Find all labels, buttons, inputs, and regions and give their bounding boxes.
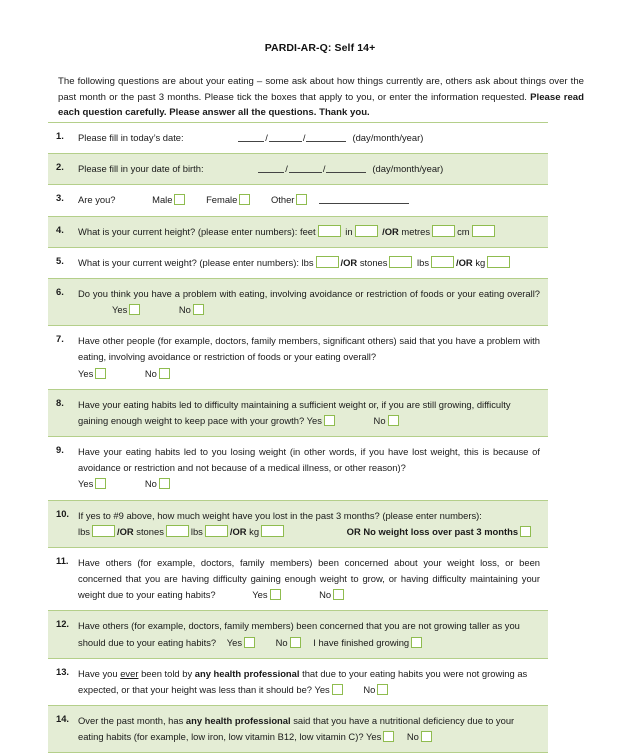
label-kg-loss: kg [249,525,260,537]
month-blank-1[interactable] [269,132,302,142]
label-no-11: No [319,589,332,601]
other-text-blank[interactable] [319,194,409,204]
question-row-11 [48,547,548,611]
label-male: Male [152,194,173,206]
label-no-13: No [363,683,376,695]
label-yes-11: Yes [252,589,268,601]
question-body-12 [78,611,548,658]
question-text-13c: that due to your eating habits you were not growing as expected, or that your height was less than it should be? [78,667,528,695]
question-row-1 [48,123,548,154]
question-text-8: Have your eating habits led to difficulty maintaining a sufficient weight or, if you are still growing, difficulty gaining enough weight to keep pace with your growth? [78,398,511,426]
question-body-11 [78,547,548,611]
label-no-7: No [144,367,157,379]
question-text-7: Have other people (for example, doctors, family members, significant others) said that you have a problem with eating, involving avoidance or restriction of foods or your eating overall? [78,335,540,363]
question-text-2: Please fill in your date of birth: [78,163,204,175]
label-lbs-weight: lbs [301,256,314,268]
question-body-4 [78,216,548,247]
checkbox-no-12[interactable] [290,637,301,648]
input-weight-kg[interactable] [487,256,510,268]
checkbox-yes-8[interactable] [324,415,335,426]
checkbox-no-6[interactable] [193,304,204,315]
label-or-loss-1: /OR [116,525,134,537]
label-no-9: No [144,478,157,490]
label-no-weight-loss: OR No weight loss over past 3 months [346,525,519,537]
label-or-loss-2: /OR [229,525,247,537]
checkbox-no-14[interactable] [421,731,432,742]
question-text-6: Do you think you have a problem with eating, involving avoidance or restriction of foods or your eating overall? [78,287,540,299]
question-number-1: 1. [56,130,64,141]
input-loss-kg[interactable] [261,525,284,537]
question-text-11: Have others (for example, doctors, family members) been concerned about your weight loss, or been concerned that you are having difficulty gaining enough weight to grow, or having difficulty maintaining your weight due to your eating habits? [78,556,540,601]
label-metres: metres [401,225,431,237]
checkbox-yes-11[interactable] [270,589,281,600]
question-text-9: Have your eating habits led to you losing weight (in other words, if you have lost weight, this is because of avoidance or restriction and not because of a medical illness, or other reason)? [78,446,540,474]
input-height-inches[interactable] [355,225,378,237]
question-number-10: 10. [56,507,70,519]
intro-paragraph [0,54,640,121]
label-no-12: No [275,636,288,648]
checkbox-yes-13[interactable] [332,684,343,695]
question-row-4 [48,216,548,247]
input-weight-stones[interactable] [389,256,412,268]
question-number-7: 7. [56,333,64,345]
question-row-9 [48,437,548,501]
label-or-weight-1: /OR [340,256,358,268]
intro-text-bold: Please read each question carefully. Please answer all the questions. Thank you. [58,91,584,119]
checkbox-male[interactable] [174,194,185,205]
question-text-3: Are you? [78,194,116,206]
question-body-8 [78,389,548,436]
label-yes-7: Yes [78,367,94,379]
question-number-11: 11. [56,554,69,566]
label-yes-13: Yes [314,683,330,695]
question-text-13-ever: ever [120,667,139,679]
label-kg-weight: kg [475,256,486,268]
label-yes-6: Yes [112,304,128,316]
label-inches: in [345,225,353,237]
question-text-1: Please fill in today’s date: [78,132,184,143]
question-text-13-bold: any health professional [194,667,300,679]
checkbox-female[interactable] [239,194,250,205]
month-blank-2[interactable] [289,163,322,173]
question-row-2 [48,154,548,185]
question-body-7 [78,326,548,390]
question-text-14b: said that you have a nutritional deficiency due to your eating habits (for example, low iron, low vitamin B12, low vitamin C)? [78,715,515,743]
question-row-3 [48,185,548,216]
question-body-14 [78,706,548,753]
question-text-13a: Have you [78,667,121,679]
year-blank-1[interactable] [306,132,346,142]
label-or-weight-2: /OR [456,256,473,268]
label-stones-loss: stones [136,525,164,537]
question-row-14 [48,706,548,753]
checkbox-other[interactable] [296,194,307,205]
question-text-5: What is your current weight? (please enter numbers): [78,256,299,268]
checkbox-no-11[interactable] [333,589,344,600]
input-weight-lbs[interactable] [316,256,339,268]
question-row-5 [48,247,548,278]
label-no-14: No [406,731,419,743]
input-height-feet[interactable] [318,225,341,237]
question-body-10 [78,500,548,547]
checkbox-no-weight-loss[interactable] [520,526,531,537]
label-lbs2-loss: lbs [190,525,203,537]
input-height-metres[interactable] [432,225,455,237]
question-number-12: 12. [56,618,70,630]
checkbox-no-7[interactable] [159,368,170,379]
label-yes-8: Yes [306,414,322,426]
input-weight-stones-lbs[interactable] [431,256,454,268]
input-height-cm[interactable] [472,225,495,237]
question-number-3: 3. [56,192,64,204]
question-number-14: 14. [56,713,70,725]
label-female: Female [206,194,238,206]
label-other: Other [270,194,295,206]
question-row-7 [48,326,548,390]
question-body-3 [78,185,548,216]
question-text-4: What is your current height? (please enter numbers): [78,225,298,237]
date-entry-2: / / (day/month/year) [258,161,443,177]
question-body-9 [78,437,548,501]
checkbox-no-9[interactable] [159,478,170,489]
label-no-6: No [178,304,191,316]
day-blank-1[interactable] [238,132,264,142]
input-loss-stones-lbs[interactable] [205,525,228,537]
checkbox-yes-14[interactable] [383,731,394,742]
question-number-4: 4. [56,223,64,235]
label-yes-12: Yes [226,636,243,648]
label-or-height: /OR [382,225,399,237]
checkbox-no-13[interactable] [377,684,388,695]
date-format-label-2: (day/month/year) [372,163,444,175]
question-text-10: If yes to #9 above, how much weight have you lost in the past 3 months? (please enter numbers): [78,509,482,521]
label-no-8: No [373,414,386,426]
question-number-13: 13. [56,665,70,677]
question-body-1 [78,123,548,154]
question-number-5: 5. [56,254,64,266]
question-row-13 [48,658,548,705]
question-text-14a: Over the past month, has [78,715,186,727]
label-yes-14: Yes [365,731,382,743]
question-number-8: 8. [56,396,64,408]
label-lbs-loss: lbs [78,525,90,537]
question-number-6: 6. [56,285,64,297]
label-yes-9: Yes [78,478,94,490]
checkbox-yes-12[interactable] [244,637,255,648]
question-row-8 [48,389,548,436]
checkbox-yes-7[interactable] [95,368,106,379]
question-body-6 [78,278,548,325]
question-text-14-bold: any health professional [185,715,291,727]
year-blank-2[interactable] [326,163,366,173]
questions-table [48,122,548,753]
question-row-6 [48,278,548,325]
question-row-10 [48,500,548,547]
question-body-2 [78,154,548,185]
intro-text-part2: information requested. [430,91,531,103]
checkbox-yes-6[interactable] [129,304,140,315]
input-loss-stones[interactable] [166,525,189,537]
checkbox-finished-growing[interactable] [411,637,422,648]
question-text-13b: been told by [138,667,195,679]
question-number-9: 9. [56,444,64,456]
label-stones-weight: stones [359,256,388,268]
date-format-label-1: (day/month/year) [352,132,424,143]
label-cm: cm [457,225,470,237]
label-finished-growing: I have finished growing [313,636,410,648]
intro-text-part1: The following questions are about your eating – some ask about how things currently are, others ask about things over the past month or the past 3 months. Please tick the boxes that apply to you, or enter the [58,76,584,103]
label-feet: feet [299,225,316,237]
checkbox-yes-9[interactable] [95,478,106,489]
input-loss-lbs[interactable] [92,525,115,537]
question-body-5 [78,247,548,278]
date-entry-1: / / (day/month/year) [238,130,423,146]
label-lbs2-weight: lbs [417,256,430,268]
question-body-13 [78,658,548,705]
question-number-2: 2. [56,161,64,173]
page-title: PARDI-AR-Q: Self 14+ [264,42,376,54]
question-row-12 [48,611,548,658]
checkbox-no-8[interactable] [388,415,399,426]
day-blank-2[interactable] [258,163,284,173]
question-text-12: Have others (for example, doctors, family members) been concerned that you are not growing taller as you should due to your eating habits? [78,620,520,648]
